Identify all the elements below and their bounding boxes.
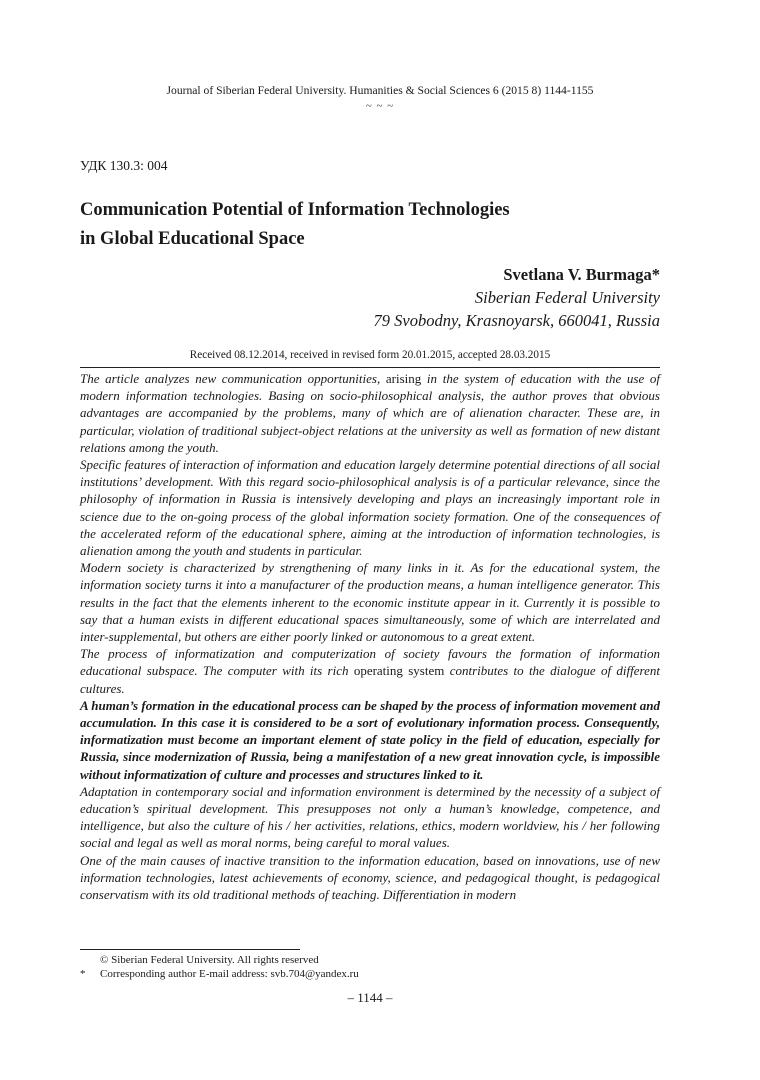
author-block <box>374 263 660 332</box>
paper-title-line-1: Communication Potential of Information Technologies <box>80 200 510 220</box>
abstract-text: The article analyzes new communication opportunities, <box>80 371 386 386</box>
abstract-paragraph-4 <box>80 645 660 697</box>
received-dates: Received 08.12.2014, received in revised form 20.01.2015, accepted 28.03.2015 <box>189 349 551 361</box>
footnote-corresponding <box>80 967 359 981</box>
abstract-paragraph-6: Adaptation in contemporary social and information environment is determined by the necessity of a subject of education’s spiritual development. This presupposes not only a human’s knowledge, competence, and intelligence, but also the culture of his / her activities, relations, ethics, modern worldview, his / her following social and legal as well as moral norms, being careful to moral values. <box>80 783 660 851</box>
footnote-copyright-text: © Siberian Federal University. All rights reserved <box>100 954 319 966</box>
journal-header: Journal of Siberian Federal University. Humanities & Social Sciences 6 (2015 8) 1144-1155 <box>166 84 594 97</box>
abstract-text: contributes to the dialogue of different cultures. <box>80 663 660 696</box>
abstract-paragraph-3: Modern society is characterized by strengthening of many links in it. As for the educational system, the information society turns it into a manufacturer of the production means, a human intelligence generator. This results in the fact that the elements inherent to the economic institute appear in it. Currently it is possible to say that a human exists in different educational spaces simultaneously, some of which are interrelated and inter-supplemental, but others are either poorly linked or autonomous to a great extent. <box>80 560 660 645</box>
header-rule <box>80 367 660 368</box>
abstract-emphasis: Specific features of interaction of information and education largely determine potential <box>80 457 541 473</box>
footnote-corresponding-text: Corresponding author E-mail address: svb.704@yandex.ru <box>100 968 359 980</box>
abstract-paragraph-7: One of the main causes of inactive transition to the information education, based on innovations, use of new information technologies, latest achievements of economy, science, and pedagogical thought, is pedagogical conservatism with its old traditional methods of teaching. Differentiation in modern <box>80 852 660 903</box>
abstract-text: directions of all social institutions’ development. With this regard socio-philosophical analysis is of a particular relevance, since the philosophy of information in Russia is intensively developing and plays an increasingly important role in science due to the on-going process of the global information society formation. One of the consequences of the accelerated reform of the educational sphere, aiming at the introduction of information technologies, is alienation among the youth and students in particular. <box>80 457 660 559</box>
abstract <box>80 370 660 903</box>
footnote-copyright <box>80 953 319 967</box>
author-address: 79 Svobodny, Krasnoyarsk, 660041, Russia <box>373 311 660 330</box>
abstract-paragraph-5: A human’s formation in the educational process can be shaped by the process of information movement and accumulation. In this case it is considered to be a sort of evolutionary information process. Consequently, informatization must become an important element of state policy in the field of education, especially for Russia, since modernization of Russia, being a manifestation of a new great innovation cycle, is impossible without informatization of culture and processes and structures linked to it. <box>80 697 660 782</box>
abstract-text: in the system of education with the use of modern information technologies. Basing on socio-philosophical analysis, the author proves that obvious advantages are accompanied by the problems, many of which are of alienation character. These are, in particular, violation of traditional subject-object relations at the university as well as formation of new distant relations among the youth. <box>80 371 660 455</box>
abstract-text: The process of informatization and computerization of society favours the formation of information educational subspace. The computer with its rich <box>80 646 660 679</box>
abstract-paragraph-1 <box>80 370 660 456</box>
author-affiliation: Siberian Federal University <box>474 288 660 307</box>
footnote-mark: * <box>80 968 86 980</box>
footnote-rule <box>80 949 300 950</box>
author-name: Svetlana V. Burmaga* <box>503 265 660 284</box>
abstract-emphasis: arising <box>385 371 422 386</box>
paper-title <box>80 196 660 254</box>
header-separator: ~ ~ ~ <box>365 100 395 112</box>
page-number: – 1144 – <box>347 990 393 1005</box>
abstract-emphasis: operating system <box>353 663 445 679</box>
paper-title-line-2: in Global Educational Space <box>80 229 305 249</box>
abstract-paragraph-2 <box>80 456 660 559</box>
udk-code: УДК 130.3: 004 <box>80 158 168 173</box>
